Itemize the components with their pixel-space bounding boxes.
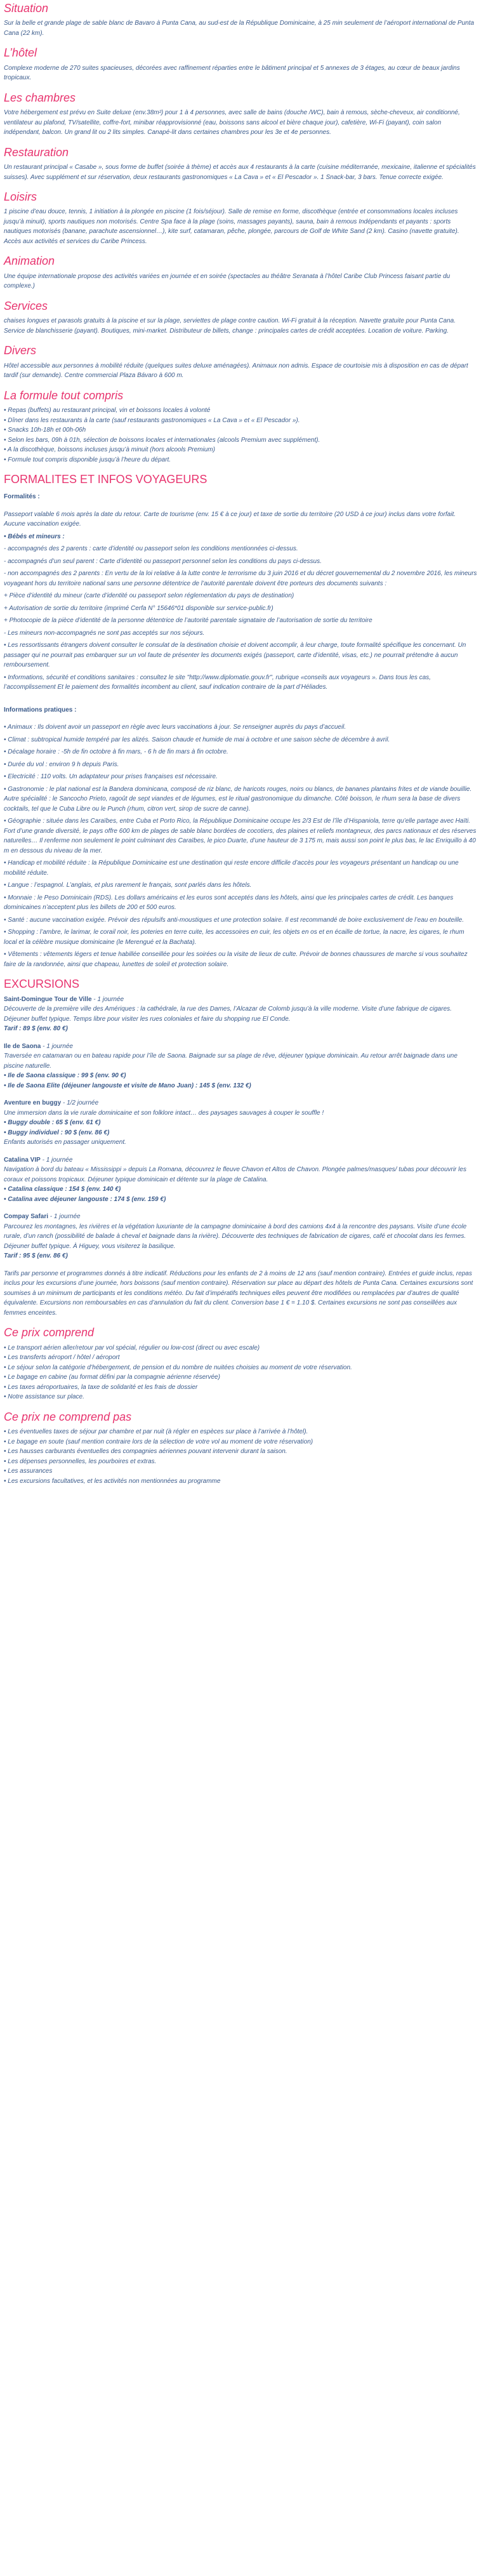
subsection-title: Informations pratiques : [4, 706, 77, 714]
excursion-price: • Ile de Saona Elite (déjeuner langouste et visite de Mano Juan) : 145 $ (env. 132 €) [4, 1082, 251, 1089]
formalites-line: + Pièce d’identité du mineur (carte d’identité ou passeport selon réglementation du pays de destination) [4, 592, 294, 600]
excursion-text: Traversée en catamaran ou en bateau rapide pour l’île de Saona. Baignade sur sa plage de rêve, déjeuner typique dominicain. Au retour arrêt baignade dans une piscine naturelle. [4, 1052, 458, 1070]
info-line: • Electricité : 110 volts. Un adaptateur pour prises françaises est nécessaire. [4, 773, 218, 781]
section-text: Sur la belle et grande plage de sable blanc de Bavaro à Punta Cana, au sud-est de la République Dominicaine, à 25 min seulement de l’aéroport international de Punta Cana (22 km). [4, 20, 475, 37]
info-line: • Vêtements : vêtements légers et tenue habillée conseillée pour les soirées ou la visite de lieux de culte. Prévoir de bonnes chaussures de marche si vous souhaitez faire de la randonnée, ainsi que chapeau, lunettes de soleil et protection solaire. [4, 951, 468, 968]
section-text: Votre hébergement est prévu en Suite deluxe (env.38m²) pour 1 à 4 personnes, avec salle de bains (douche /WC), bain à remous, sèche-cheveux, air conditionné, ventilateur au plafond, TV/satellite, coffre-fort, minibar réapprovisionné (eau, boissons sans alcool et bière chaque jour), cafetière, Wi-Fi (payant), coin salon indépendant, balcon. Un grand lit ou 2 lits simples. Canapé-lit dans certaines chambres pour les 3e et 4e personnes. [4, 109, 460, 136]
info-line: • Décalage horaire : -5h de fin octobre à fin mars, - 6 h de fin mars à fin octobre. [4, 748, 228, 756]
info-line: • Animaux : Ils doivent avoir un passeport en règle avec leurs vaccinations à jour. Se renseigner auprès du pays d’accueil. [4, 724, 346, 731]
excursion-price: • Catalina avec déjeuner langouste : 174 $ (env. 159 €) [4, 1195, 166, 1203]
list-item: • Notre assistance sur place. [4, 1392, 477, 1402]
excursion-duration: - 1 journée [91, 995, 124, 1003]
excursion-text: Découverte de la première ville des Amériques : la cathédrale, la rue des Dames, l’Alcazar de Colomb jusqu’à la ville moderne. Visite d’une fabrique de cigares. Déjeuner buffet typique. Temps libre pour visiter les rues coloniales et faire du shopping rue El Conde. [4, 1006, 452, 1023]
excursion-text: Navigation à bord du bateau « Mississippi » depuis La Romana, découvrez le fleuve Chavon et Altos de Chavon. Plongée palmes/masques/ tubas pour découvrir les coraux et poissons tropicaux. Déjeuner typique dominicain et détente sur la plage de Catalina. [4, 1166, 466, 1183]
section-text: Complexe moderne de 270 suites spacieuses, décorées avec raffinement réparties entre le bâtiment principal et 5 annexes de 3 étages, au cœur de beaux jardins tropicaux. [4, 64, 460, 82]
list-item: • Le bagage en cabine (au format défini par la compagnie aérienne réservée) [4, 1372, 477, 1383]
excursion-name: Saint-Domingue Tour de Ville [4, 995, 92, 1003]
section-text: chaises longues et parasols gratuits à la piscine et sur la plage, serviettes de plage contre caution. Wi-Fi gratuit à la réception. Navette gratuite pour Punta Cana. Service de blanchisserie (payant). Boutiques, mini-market. Distributeur de billets, change : principales cartes de crédit acceptées. Location de voiture. Parking. [4, 317, 456, 335]
section-chambres [4, 91, 477, 138]
section-loisirs [4, 190, 477, 246]
info-line: • Durée du vol : environ 9 h depuis Paris. [4, 760, 119, 768]
section-excursions [4, 977, 477, 1318]
section-title: Loisirs [4, 190, 37, 204]
excursion-price: Tarif : 95 $ (env. 86 €) [4, 1252, 68, 1260]
list-item: • Les assurances [4, 1466, 477, 1477]
section-title: EXCURSIONS [4, 978, 80, 991]
excursion-duration: - 1 journée [48, 1213, 81, 1221]
formalites-line: - Les mineurs non-accompagnés ne sont pas acceptés sur nos séjours. [4, 629, 205, 637]
info-line: • Shopping : l’ambre, le larimar, le corail noir, les poteries en terre cuite, les accessoires en cuir, les objets en os et en écaille de tortue, la nacre, les cigares, le rhum local et la célèbre musique dominicaine (le Merengué et la Bachata). [4, 929, 465, 946]
list-item: • Snacks 10h-18h et 00h-06h [4, 425, 477, 435]
formalites-line: • Informations, sécurité et conditions sanitaires : consultez le site "http://www.diplomatie.gouv.fr", rubrique «conseils aux voyageurs ». Dans tous les cas, l’accomplissement Et le paiement des formalités incombent au client, sauf indication contraire de la part d’Héliades. [4, 674, 431, 691]
excursion-price: Tarif : 89 $ (env. 80 €) [4, 1025, 68, 1033]
info-line: • Handicap et mobilité réduite : la République Dominicaine est une destination qui reste encore difficile d’accès pour les voyageurs présentant un handicap ou une mobilité réduite. [4, 860, 459, 877]
excursion-name: Aventure en buggy [4, 1099, 62, 1107]
info-line: • Monnaie : le Peso Dominicain (RDS). Les dollars américains et les euros sont acceptés dans les hôtels, ainsi que les principales cartes de crédit. Les banques dominicaines n’acceptent plus les billets de 200 et 500 euros. [4, 894, 454, 912]
section-title: La formule tout compris [4, 388, 124, 402]
excursion-block [4, 1042, 477, 1091]
info-line: • Langue : l’espagnol. L’anglais, et plus rarement le français, sont parlés dans les hôtels. [4, 882, 252, 889]
info-line: • Géographie : située dans les Caraïbes, entre Cuba et Porto Rico, la République Dominicaine occupe les 2/3 Est de l’île d’Hispaniola, terre qu’elle partage avec Haïti. Fort d’une grande diversité, le pays offre 600 km de plages de sable blanc bordées de cocotiers, des plaines et reliefs montagneux, des parcs nationaux et des réserves naturelles… Il renferme non seulement le point culminant des Caraïbes, le pico Duarte, d’une hauteur de 3 175 m, mais aussi son point le plus bas, le lac Enriquillo à 40 m en dessous du niveau de la mer. [4, 818, 477, 854]
section-hotel [4, 46, 477, 83]
excursion-duration: - 1 journée [41, 1042, 73, 1050]
list-item: • Dîner dans les restaurants à la carte (sauf restaurants gastronomiques « La Cava » et « El Pescador »). [4, 416, 477, 426]
excursion-price: • Buggy individuel : 90 $ (env. 86 €) [4, 1129, 110, 1136]
section-title: Situation [4, 2, 49, 15]
excursion-block [4, 995, 477, 1034]
info-line: • Climat : subtropical humide tempéré par les alizés. Saison chaude et humide de mai à octobre et une saison sèche de décembre à avril. [4, 736, 390, 743]
excursion-block [4, 1212, 477, 1261]
formalites-line: - accompagnés des 2 parents : carte d’identité ou passeport selon les conditions mentionnées ci-dessus. [4, 545, 298, 553]
section-restauration [4, 145, 477, 182]
info-line: • Gastronomie : le plat national est la Bandera dominicana, composé de riz blanc, de haricots rouges, noirs ou blancs, de bananes plantains frites et de viande bouillie. Autre spécialité : le Sancocho Prieto, ragoût de sept viandes et de légumes, est le ritual gastronomique du dimanche. Côté boisson, le rhum sera la base de divers cocktails, tel que le Cuba Libre ou le Punch (rhum, citron vert, sirop de sucre de canne). [4, 785, 472, 813]
list-item: • Les dépenses personnelles, les pourboires et extras. [4, 1457, 477, 1467]
excursion-note: Enfants autorisés en passager uniquement. [4, 1139, 126, 1146]
list-item: • Selon les bars, 09h à 01h, sélection de boissons locales et internationales (alcools Premium avec supplément). [4, 435, 477, 446]
list-item: • Les hausses carburants éventuelles des compagnies aériennes pouvant intervenir durant la saison. [4, 1447, 477, 1457]
excursion-footnote: Tarifs par personne et programmes donnés à titre indicatif. Réductions pour les enfants de 2 à moins de 12 ans (sauf mention contraire). Entrées et guide inclus, repas inclus pour les excursions d’une journée, hors boissons (sauf mention contraire). Réservation sur place au départ des hôtels de Punta Cana. Certaines excursions sont soumises à un minimum de participants et les conditions météo. Du fait d’impératifs techniques elles peuvent être modifiées ou remplacées par d’autres de qualité équivalente. Excursions non remboursables en cas d’annulation du fait du client. Conversion base 1 € = 1.10 $. Certaines excursions ne sont pas conseillées aux femmes enceintes. [4, 1270, 473, 1317]
excursion-price: • Ile de Saona classique : 99 $ (env. 90 €) [4, 1072, 126, 1080]
formalites-line: • Bébés et mineurs : [4, 533, 65, 540]
list-item: • Les excursions facultatives, et les activités non mentionnées au programme [4, 1477, 477, 1487]
excursion-block [4, 1098, 477, 1148]
section-title: Restauration [4, 145, 69, 159]
formalites-line: • Les ressortissants étrangers doivent consulter le consulat de la destination choisie et doivent accomplir, à leur charge, toute formalité spécifique les concernant. Un passager qui ne pourrait pas embarquer sur un vol faute de présenter les documents exigés (passeport, carte d’identité, visas, etc.) ne pourrait prétendre à aucun remboursement. [4, 642, 466, 669]
section-title: Les chambres [4, 91, 76, 104]
list-item: • A la discothèque, boissons incluses jusqu’à minuit (hors alcools Premium) [4, 445, 477, 455]
excursion-duration: - 1/2 journée [61, 1099, 99, 1107]
section-text: Un restaurant principal « Casabe », sous forme de buffet (soirée à thème) et accès aux 4 restaurants à la carte (cuisine méditerranée, mexicaine, italienne et spécialités suisses). Avec supplément et sur réservation, deux restaurants gastronomiques « La Cava » et « El Pescador ». 1 Snack-bar, 3 bars. Tenue correcte exigée. [4, 164, 476, 181]
section-title: Ce prix comprend [4, 1326, 95, 1339]
excursion-name: Ile de Saona [4, 1042, 41, 1050]
list-item: • Les transferts aéroport / hôtel / aéroport [4, 1353, 477, 1363]
section-prix-ne-comprend-pas [4, 1410, 477, 1486]
section-situation [4, 1, 477, 38]
excursion-name: Catalina VIP [4, 1156, 41, 1164]
formalites-line: - accompagnés d’un seul parent : Carte d’identité ou passeport personnel selon les conditions du pays ci-dessus. [4, 557, 322, 565]
list-item: • Repas (buffets) au restaurant principal, vin et boissons locales à volonté [4, 406, 477, 416]
formalites-line: - non accompagnés des 2 parents : En vertu de la loi relative à la lutte contre le terrorisme du 3 juin 2016 et du décret gouvernemental du 2 novembre 2016, les mineurs voyageant hors du territoire national sans une personne détentrice de l’autorité parentale doivent être porteurs des documents suivants : [4, 570, 477, 587]
section-divers [4, 343, 477, 380]
section-animation [4, 254, 477, 291]
section-title: Animation [4, 255, 55, 268]
section-title: L’hôtel [4, 46, 37, 60]
list-item: • Le bagage en soute (sauf mention contraire lors de la sélection de votre vol au moment de votre réservation) [4, 1437, 477, 1447]
prix-ne-comprend-pas-list [4, 1427, 477, 1486]
section-text: Hôtel accessible aux personnes à mobilité réduite (quelques suites deluxe aménagées). Animaux non admis. Espace de courtoisie mis à disposition en cas de départ tardif (sur demande). Centre commercial Plaza Bávaro à 600 m. [4, 362, 468, 380]
subsection-title: Formalités : [4, 493, 40, 501]
formalites-line: Passeport valable 6 mois après la date du retour. Carte de tourisme (env. 15 € à ce jour) et taxe de sortie du territoire (20 USD à ce jour) inclus dans votre forfait. Aucune vaccination exigée. [4, 510, 456, 528]
section-title: Ce prix ne comprend pas [4, 1410, 132, 1423]
excursion-text: Parcourez les montagnes, les rivières et la végétation luxuriante de la campagne dominicaine à bord des camions 4x4 à la rencontre des paysans. Visite d’une école rurale, d’un ranch (possibilité de balade à cheval et baignade dans la rivière). Découverte des techniques de fabrication de cigares, café et chocolat dans les fermes. Déjeuner buffet typique. À Higuey, vous visiterez la basilique. [4, 1223, 467, 1250]
info-line: • Santé : aucune vaccination exigée. Prévoir des répulsifs anti-moustiques et une protection solaire. Il est recommandé de boire exclusivement de l’eau en bouteille. [4, 916, 465, 924]
section-services [4, 299, 477, 336]
section-title: Services [4, 299, 48, 312]
section-tout-compris [4, 388, 477, 465]
excursion-name: Compay Safari [4, 1213, 49, 1221]
section-text: Une équipe internationale propose des activités variées en journée et en soirée (spectacles au théâtre Seranata à l’hôtel Caribe Club Princess faisant partie du complexe.) [4, 272, 451, 290]
section-title: Divers [4, 344, 37, 357]
list-item: • Le séjour selon la catégorie d’hébergement, de pension et du nombre de nuitées choisies au moment de votre réservation. [4, 1363, 477, 1373]
tout-compris-list [4, 406, 477, 465]
excursion-price: • Catalina classique : 154 $ (env. 140 €) [4, 1186, 121, 1193]
list-item: • Les taxes aéroportuaires, la taxe de solidarité et les frais de dossier [4, 1383, 477, 1393]
section-title: FORMALITES ET INFOS VOYAGEURS [4, 473, 208, 486]
excursion-duration: - 1 journée [40, 1156, 73, 1164]
section-formalites [4, 472, 477, 969]
formalites-line: + Autorisation de sortie du territoire (imprimé Cerfa N° 15646*01 disponible sur service-public.fr) [4, 604, 273, 612]
prix-comprend-list [4, 1343, 477, 1402]
list-item: • Le transport aérien aller/retour par vol spécial, régulier ou low-cost (direct ou avec escale) [4, 1343, 477, 1353]
excursion-text: Une immersion dans la vie rurale dominicaine et son folklore intact… des paysages sauvages à couper le souffle ! [4, 1109, 324, 1117]
excursion-price: • Buggy double : 65 $ (env. 61 €) [4, 1119, 101, 1127]
excursion-block [4, 1155, 477, 1205]
list-item: • Formule tout compris disponible jusqu’à l’heure du départ. [4, 455, 477, 465]
list-item: • Les éventuelles taxes de séjour par chambre et par nuit (à régler en espèces sur place à l’arrivée à l’hôtel). [4, 1427, 477, 1437]
section-text: 1 piscine d’eau douce, tennis, 1 initiation à la plongée en piscine (1 fois/séjour). Salle de remise en forme, discothèque (entrée et consommations locales incluses jusqu’à minuit), sports nautiques non motorisés. Centre Spa face à la plage (soins, massages payants), sauna, bain à remous Indépendants et payants : sports nautiques motorisés (banane, parachute ascensionnel…), kite surf, catamaran, pêche, plongée, parcours de Golf de White Sand (2 km). Casino (navette gratuite). Accès aux activités et services du Caribe Princess. [4, 208, 459, 245]
formalites-line: + Photocopie de la pièce d’identité de la personne détentrice de l’autorité parentale signataire de l’autorisation de sortie du territoire [4, 617, 372, 625]
section-prix-comprend [4, 1325, 477, 1402]
